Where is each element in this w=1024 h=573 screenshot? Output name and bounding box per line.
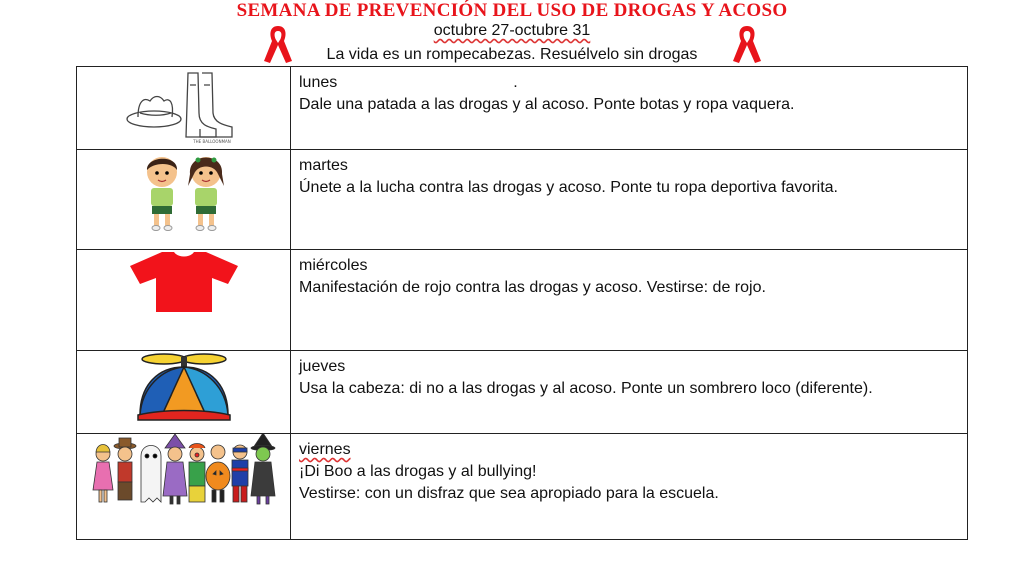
day-text-cell — [291, 351, 968, 434]
red-t-shirt-icon — [128, 250, 240, 314]
day-label: jueves — [299, 358, 346, 375]
table-row — [77, 351, 968, 434]
day-text-cell — [291, 434, 968, 540]
day-label: martes — [299, 157, 348, 174]
day-instruction: Usa la cabeza: di no a las drogas y al acoso. Ponte un sombrero loco (diferente). — [299, 380, 873, 397]
image-cell — [77, 250, 291, 351]
image-cell — [77, 150, 291, 250]
day-label: lunes . — [299, 74, 518, 91]
day-instruction-secondary: Vestirse: con un disfraz que sea apropiado para la escuela. — [299, 485, 719, 502]
day-instruction: Manifestación de rojo contra las drogas y acoso. Vestirse: de rojo. — [299, 279, 766, 296]
table-row — [77, 150, 968, 250]
kids-sportswear-icon — [132, 150, 236, 234]
day-label: viernes — [299, 441, 351, 458]
day-label: miércoles — [299, 257, 368, 274]
subtitle: La vida es un rompecabezas. Resuélvelo sin drogas — [326, 46, 698, 63]
cowboy-hat-boots-icon — [124, 67, 244, 145]
propeller-hat-icon — [136, 351, 232, 423]
page-title: SEMANA DE PREVENCIÓN DEL USO DE DROGAS Y ACOSO — [236, 0, 788, 21]
stray-dot: . — [513, 74, 518, 91]
image-cell — [77, 67, 291, 150]
table-row — [77, 434, 968, 540]
kids-costumes-icon — [91, 434, 277, 506]
image-caption: THE BALLOONMAN — [192, 139, 231, 144]
table-row — [77, 250, 968, 351]
table-row — [77, 67, 968, 150]
day-instruction: ¡Di Boo a las drogas y al bullying! — [299, 463, 537, 480]
image-cell — [77, 434, 291, 540]
day-instruction: Únete a la lucha contra las drogas y acoso. Ponte tu ropa deportiva favorita. — [299, 179, 838, 196]
day-text-cell — [291, 250, 968, 351]
image-cell — [77, 351, 291, 434]
day-text-cell — [291, 150, 968, 250]
schedule-table — [76, 66, 968, 540]
date-range: octubre 27-octubre 31 — [433, 22, 591, 39]
day-text-cell — [291, 67, 968, 150]
day-instruction: Dale una patada a las drogas y al acoso. Ponte botas y ropa vaquera. — [299, 96, 795, 113]
